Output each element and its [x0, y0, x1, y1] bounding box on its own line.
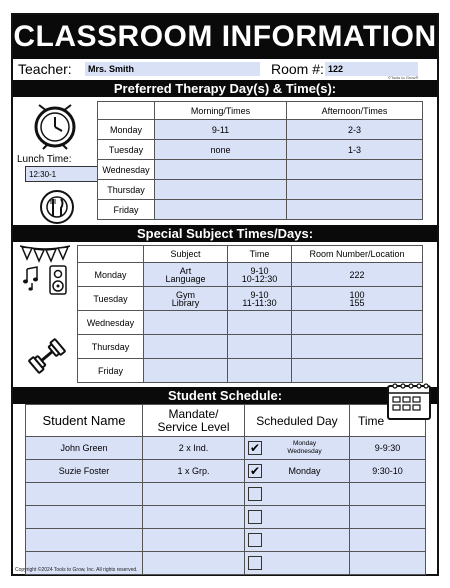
mandate-header-line: Mandate/	[168, 406, 219, 421]
special-row	[78, 287, 423, 311]
mandate-cell[interactable]: 1 x Grp.	[143, 460, 245, 483]
classroom-information-sheet	[11, 13, 439, 576]
therapy-header-blank	[98, 102, 155, 120]
checkbox[interactable]	[248, 556, 262, 570]
day-label: Friday	[78, 359, 144, 383]
speaker-icon	[49, 265, 67, 300]
room-location-header: Room Number/Location	[292, 246, 423, 263]
afternoon-times-header: Afternoon/Times	[287, 102, 423, 120]
morning-time-cell[interactable]	[155, 180, 287, 200]
room-cell[interactable]	[292, 359, 423, 383]
scheduled-day-text	[265, 440, 345, 456]
mandate-header-line: Service Level	[157, 419, 230, 434]
room-cell[interactable]	[292, 335, 423, 359]
checkmark-icon: ✔	[249, 464, 261, 478]
day-label: Wednesday	[78, 311, 144, 335]
therapy-row	[98, 120, 423, 140]
checkbox-checked[interactable]	[248, 464, 262, 478]
subject-header: Subject	[144, 246, 228, 263]
mandate-cell[interactable]: 2 x Ind.	[143, 437, 245, 460]
room-line: 155	[349, 297, 365, 308]
student-row	[26, 529, 426, 552]
clock-icon	[31, 99, 79, 156]
scheduled-day-line: Monday	[292, 440, 317, 447]
room-line: 100	[349, 289, 365, 300]
time-header: Time	[350, 405, 426, 437]
scheduled-day-cell[interactable]	[245, 460, 350, 483]
time-cell[interactable]: 9-9:30	[350, 437, 426, 460]
special-row	[78, 263, 423, 287]
special-header-blank	[78, 246, 144, 263]
afternoon-time-cell[interactable]: 2-3	[287, 120, 423, 140]
time-cell[interactable]	[228, 335, 292, 359]
morning-time-cell[interactable]: none	[155, 140, 287, 160]
day-label: Friday	[98, 200, 155, 220]
morning-time-cell[interactable]: 9-11	[155, 120, 287, 140]
afternoon-time-cell[interactable]	[287, 200, 423, 220]
time-cell[interactable]	[228, 263, 292, 287]
subject-cell[interactable]	[144, 263, 228, 287]
subject-cell[interactable]	[144, 359, 228, 383]
time-cell[interactable]	[350, 529, 426, 552]
subject-line: Gym	[176, 289, 195, 300]
time-line: 11-11:30	[242, 297, 277, 308]
day-label: Thursday	[98, 180, 155, 200]
day-label: Tuesday	[98, 140, 155, 160]
mandate-cell[interactable]	[143, 483, 245, 506]
student-schedule-table	[25, 404, 426, 575]
therapy-row	[98, 140, 423, 160]
checkbox[interactable]	[248, 510, 262, 524]
room-field[interactable]: 122	[325, 62, 418, 76]
mandate-header	[143, 405, 245, 437]
day-label: Thursday	[78, 335, 144, 359]
afternoon-time-cell[interactable]: 1-3	[287, 140, 423, 160]
subject-cell[interactable]	[144, 335, 228, 359]
brand-mark: ©Tools to Grow®	[388, 75, 419, 80]
calendar-icon	[386, 381, 432, 426]
mandate-cell[interactable]	[143, 506, 245, 529]
student-name-cell[interactable]	[26, 529, 143, 552]
day-label: Wednesday	[98, 160, 155, 180]
therapy-row	[98, 200, 423, 220]
checkmark-icon: ✔	[249, 441, 261, 455]
therapy-table	[97, 101, 423, 220]
subject-cell[interactable]	[144, 287, 228, 311]
time-cell[interactable]	[228, 311, 292, 335]
plate-utensils-icon	[39, 189, 75, 230]
special-row	[78, 311, 423, 335]
student-row	[26, 460, 426, 483]
afternoon-time-cell[interactable]	[287, 180, 423, 200]
scheduled-day-cell[interactable]	[245, 483, 350, 506]
room-cell[interactable]	[292, 287, 423, 311]
subject-line: Language	[165, 273, 206, 284]
room-label: Room #:	[271, 61, 324, 77]
subject-line: Art	[179, 265, 192, 276]
scheduled-day-cell[interactable]	[245, 506, 350, 529]
student-name-cell[interactable]	[26, 506, 143, 529]
day-label: Monday	[98, 120, 155, 140]
day-label: Tuesday	[78, 287, 144, 311]
checkbox[interactable]	[248, 487, 262, 501]
music-notes-icon	[23, 265, 43, 296]
afternoon-time-cell[interactable]	[287, 160, 423, 180]
checkbox-checked[interactable]	[248, 441, 262, 455]
special-subject-table	[77, 245, 423, 383]
teacher-label: Teacher:	[18, 61, 72, 77]
scheduled-day-cell[interactable]	[245, 552, 350, 575]
time-cell[interactable]	[350, 506, 426, 529]
time-header: Time	[228, 246, 292, 263]
therapy-row	[98, 160, 423, 180]
special-row	[78, 335, 423, 359]
student-row	[26, 506, 426, 529]
page-title: CLASSROOM INFORMATION	[13, 15, 437, 59]
student-schedule-section-title: Student Schedule:	[13, 387, 437, 404]
time-cell[interactable]: 9:30-10	[350, 460, 426, 483]
therapy-row	[98, 180, 423, 200]
mandate-cell[interactable]	[143, 552, 245, 575]
special-row	[78, 359, 423, 383]
student-name-cell[interactable]	[26, 483, 143, 506]
morning-time-cell[interactable]	[155, 160, 287, 180]
time-cell[interactable]	[350, 483, 426, 506]
lunch-time-label: Lunch Time:	[17, 154, 72, 165]
checkbox[interactable]	[248, 533, 262, 547]
therapy-section-title: Preferred Therapy Day(s) & Time(s):	[13, 80, 437, 97]
student-name-cell[interactable]: John Green	[26, 437, 143, 460]
subject-cell[interactable]	[144, 311, 228, 335]
time-line: 9-10	[250, 289, 269, 300]
student-name-cell[interactable]: Suzie Foster	[26, 460, 143, 483]
room-cell[interactable]	[292, 311, 423, 335]
time-cell[interactable]	[228, 287, 292, 311]
room-cell[interactable]	[292, 263, 423, 287]
time-line: 9-10	[250, 265, 269, 276]
scheduled-day-cell[interactable]	[245, 437, 350, 460]
lunch-time-field[interactable]: 12:30-1	[25, 166, 115, 182]
scheduled-day-text: Monday	[288, 466, 321, 476]
scheduled-day-cell[interactable]	[245, 529, 350, 552]
time-line: 10-12:30	[241, 273, 278, 284]
time-cell[interactable]	[350, 552, 426, 575]
copyright-footer: Copyright ©2024 Tools to Grow, Inc. All rights reserved.	[15, 567, 138, 573]
dumbbell-icon	[27, 338, 67, 379]
student-name-header: Student Name	[26, 405, 143, 437]
scheduled-day-header: Scheduled Day	[245, 405, 350, 437]
student-row	[26, 483, 426, 506]
morning-times-header: Morning/Times	[155, 102, 287, 120]
room-line: 222	[349, 269, 365, 280]
time-cell[interactable]	[228, 359, 292, 383]
subject-line: Library	[171, 297, 200, 308]
day-label: Monday	[78, 263, 144, 287]
teacher-field[interactable]: Mrs. Smith	[85, 62, 260, 76]
student-row	[26, 437, 426, 460]
scheduled-day-line: Wednesday	[287, 448, 322, 455]
mandate-cell[interactable]	[143, 529, 245, 552]
morning-time-cell[interactable]	[155, 200, 287, 220]
special-subject-section-title: Special Subject Times/Days:	[13, 225, 437, 242]
